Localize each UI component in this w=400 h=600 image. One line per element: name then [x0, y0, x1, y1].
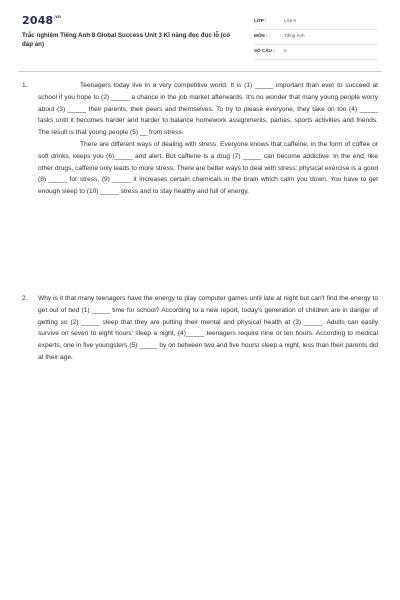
- question-body: [38, 293, 378, 364]
- question-paragraph: Teenagers today live in a very competitive world. It is (1) _____ important than ever to succeed at school if you hope to (2) _____ a chance in the job market afterwards. It's no wonder that many young people worry about (3) _____ their parents, their peers and themselves. To try to please everyone, they take on too (4) _____ tasks until it becomes harder and harder to balance homework assignments, parties, sports activities and friends. The result is that young people (5) __ from stress.: [38, 82, 378, 137]
- question-2: [22, 293, 378, 364]
- meta-value: Tiếng Anh: [284, 33, 305, 38]
- question-paragraph: Why is it that many teenagers have the energy to play computer games until late at night but can't find the energy to get out of bed (1) _____ time for school? According to a new report, today's generation of children are in danger of getting so (2) _____ sleep that they are putting their mental and physical health at (3) _____. Adults can easily survive on seven to eight hours' sleep a night, (4)_____ teenagers require nine or ten hours. According to medical experts, one in five youngsters (5) _____ by on between two and five hours/ sleep a night, less than their parents did at their age.: [38, 295, 378, 361]
- logo-suffix: .vn: [53, 14, 61, 19]
- meta-key: LỚP :: [254, 18, 267, 23]
- meta-key: SỐ CÂU :: [254, 48, 275, 53]
- meta-value: Lớp 8: [284, 18, 296, 23]
- document-title: Trắc nghiệm Tiếng Anh 8 Global Success Unit 3 Kĩ năng đọc đục lỗ (có đáp án): [22, 32, 231, 48]
- meta-key: MÔN :: [254, 33, 268, 38]
- question-body: [38, 80, 378, 198]
- meta-value: 2: [284, 48, 287, 53]
- question-number: 2.: [22, 295, 28, 302]
- question-number: 1.: [22, 82, 28, 89]
- question-paragraph: There are different ways of dealing with stress. Everyone knows that caffeine, in the form of coffee or soft drinks, keeps you (6)_____ and alert. But caffeine is a drug (7) _____ can become addictive. In the end, like other drugs, caffeine only leads to more stress. There are better ways to deal with stress: physical exercise is a good (8) _____ for stress, (9) _____ it increases certain chemicals in the brain which calm you down. You have to get enough sleep to (10) _____ stress and to stay healthy and full of energy.: [38, 140, 378, 196]
- meta-row-class: [254, 15, 378, 30]
- document-meta: [254, 15, 378, 60]
- logo-text: 2048: [22, 14, 54, 27]
- meta-row-count: [254, 45, 378, 60]
- meta-row-subject: [254, 30, 378, 45]
- question-1: [22, 80, 378, 198]
- header-divider: [18, 71, 382, 72]
- site-logo[interactable]: [22, 14, 61, 27]
